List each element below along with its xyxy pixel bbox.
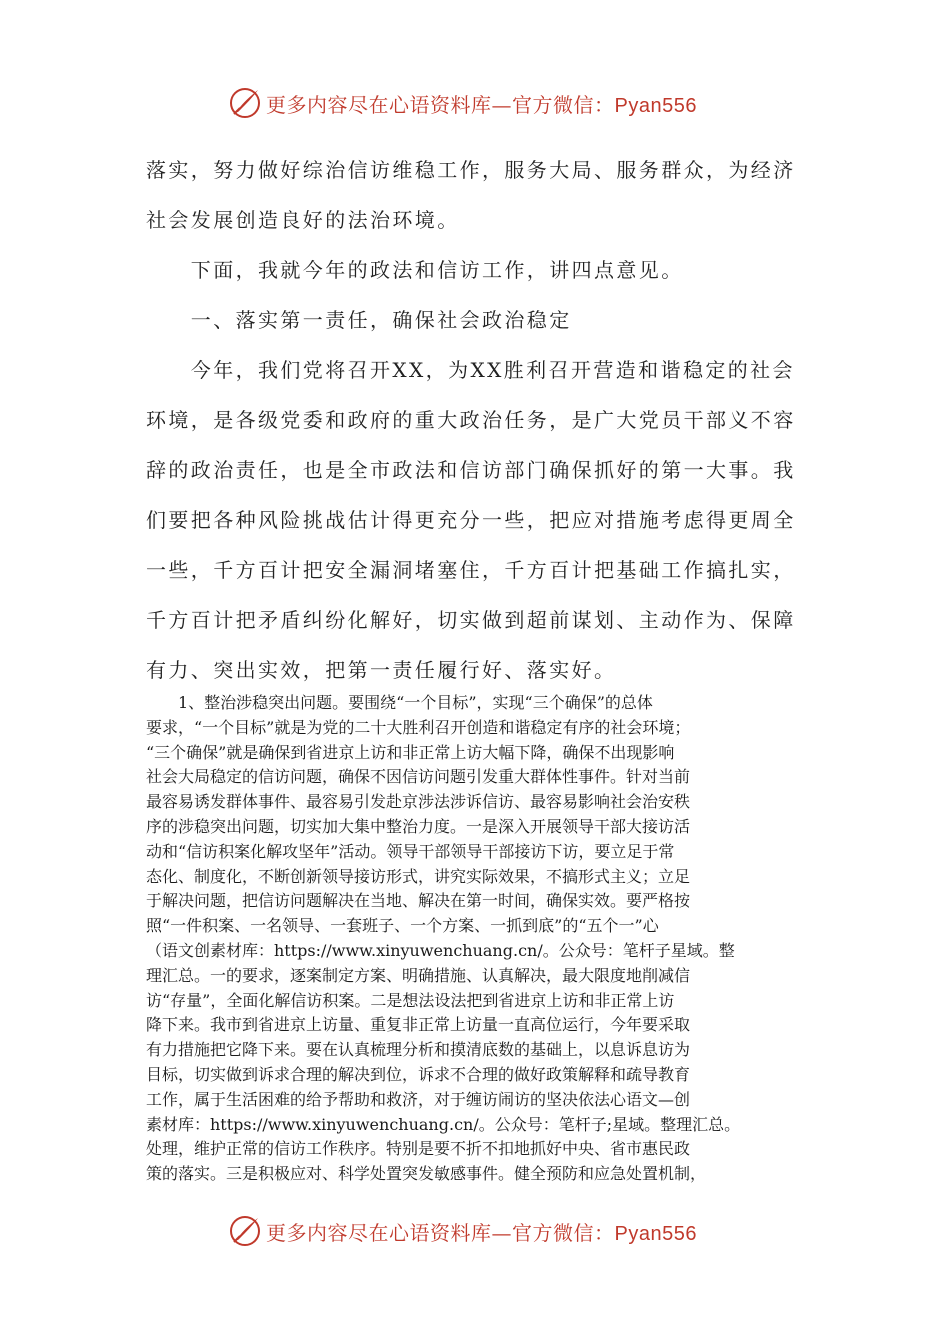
header-text — [266, 89, 697, 118]
body-line: 一些，千方百计把安全漏洞堵塞住，千方百计把基础工作搞扎实， — [146, 558, 796, 582]
body-line: 环境，是各级党委和政府的重大政治任务，是广大党员干部义不容 — [146, 408, 796, 432]
footer-slogan: 更多内容尽在心语资料库 — [266, 1220, 492, 1245]
header-wechat-id: Pyan556 — [614, 94, 697, 117]
body-line: 落实，努力做好综治信访维稳工作，服务大局、服务群众，为经济 — [146, 158, 796, 182]
small-line: 策的落实。三是积极应对、科学处置突发敏感事件。健全预防和应急处置机制， — [146, 1164, 707, 1184]
small-line: 理汇总。一的要求，逐案制定方案、明确措施、认真解决，最大限度地削减信 — [146, 965, 691, 985]
quill-logo-icon — [228, 86, 262, 120]
small-line: 社会大局稳定的信访问题，确保不因信访问题引发重大群体性事件。针对当前 — [146, 767, 691, 787]
quill-logo-icon — [228, 1214, 262, 1248]
footer-banner — [228, 1211, 728, 1251]
small-line: 素材库：https://www.xinyuwenchuang.cn/。公众号：笔杆子;星域。整理汇总。 — [146, 1114, 741, 1134]
header-wechat-label: 官方微信： — [512, 92, 615, 117]
small-line: 要求，“一个目标”就是为党的二十大胜利召开创造和谐稳定有序的社会环境； — [146, 717, 691, 737]
footer-separator: — — [491, 1220, 512, 1245]
header-banner — [228, 83, 728, 123]
small-line: 于解决问题，把信访问题解决在当地、解决在第一时间，确保实效。要严格按 — [146, 891, 691, 911]
small-line: 降下来。我市到省进京上访量、重复非正常上访量一直高位运行，今年要采取 — [146, 1015, 691, 1035]
body-line: 社会发展创造良好的法治环境。 — [146, 208, 460, 232]
small-line: （语文创素材库：https://www.xinyuwenchuang.cn/。公众号：笔杆子星域。整 — [146, 940, 735, 960]
small-line: 目标，切实做到诉求合理的解决到位，诉求不合理的做好政策解释和疏导教育 — [146, 1064, 691, 1084]
body-line: 们要把各种风险挑战估计得更充分一些，把应对措施考虑得更周全 — [146, 508, 796, 532]
small-line: “三个确保”就是确保到省进京上访和非正常上访大幅下降，确保不出现影响 — [146, 742, 675, 762]
small-line: 态化、制度化，不断创新领导接访形式，讲究实际效果，不搞形式主义；立足 — [146, 866, 691, 886]
body-line: 有力、突出实效，把第一责任履行好、落实好。 — [146, 658, 617, 682]
small-text-block — [146, 691, 804, 1187]
small-line: 动和“信访积案化解攻坚年”活动。领导干部领导干部接访下访，要立足于常 — [146, 841, 675, 861]
small-line: 有力措施把它降下来。要在认真梳理分析和摸清底数的基础上，以息诉息访为 — [146, 1040, 691, 1060]
small-line: 最容易诱发群体事件、最容易引发赴京涉法涉诉信访、最容易影响社会治安秩 — [146, 792, 691, 812]
body-line: 今年，我们党将召开XX，为XX胜利召开营造和谐稳定的社会 — [146, 358, 795, 382]
small-line: 1、整治涉稳突出问题。要围绕“一个目标”，实现“三个确保”的总体 — [146, 693, 653, 712]
footer-text — [266, 1217, 697, 1246]
section-heading: 一、落实第一责任，确保社会政治稳定 — [146, 308, 572, 332]
footer-wechat-label: 官方微信： — [512, 1220, 615, 1245]
small-line: 照“一件积案、一名领导、一套班子、一个方案、一抓到底”的“五个一”心 — [146, 916, 659, 936]
small-line: 访“存量”，全面化解信访积案。二是想法设法把到省进京上访和非正常上访 — [146, 990, 675, 1010]
body-line: 下面，我就今年的政法和信访工作，讲四点意见。 — [146, 258, 684, 282]
body-line: 辞的政治责任，也是全市政法和信访部门确保抓好的第一大事。我 — [146, 458, 796, 482]
small-line: 处理，维护正常的信访工作秩序。特别是要不折不扣地抓好中央、省市惠民政 — [146, 1139, 691, 1159]
header-separator: — — [491, 92, 512, 117]
footer-wechat-id: Pyan556 — [614, 1222, 697, 1245]
small-line: 工作，属于生活困难的给予帮助和救济，对于缠访闹访的坚决依法心语文—创 — [146, 1089, 691, 1109]
body-line: 千方百计把矛盾纠纷化解好，切实做到超前谋划、主动作为、保障 — [146, 608, 796, 632]
header-slogan: 更多内容尽在心语资料库 — [266, 92, 492, 117]
small-line: 序的涉稳突出问题，切实加大集中整治力度。一是深入开展领导干部大接访活 — [146, 816, 691, 836]
